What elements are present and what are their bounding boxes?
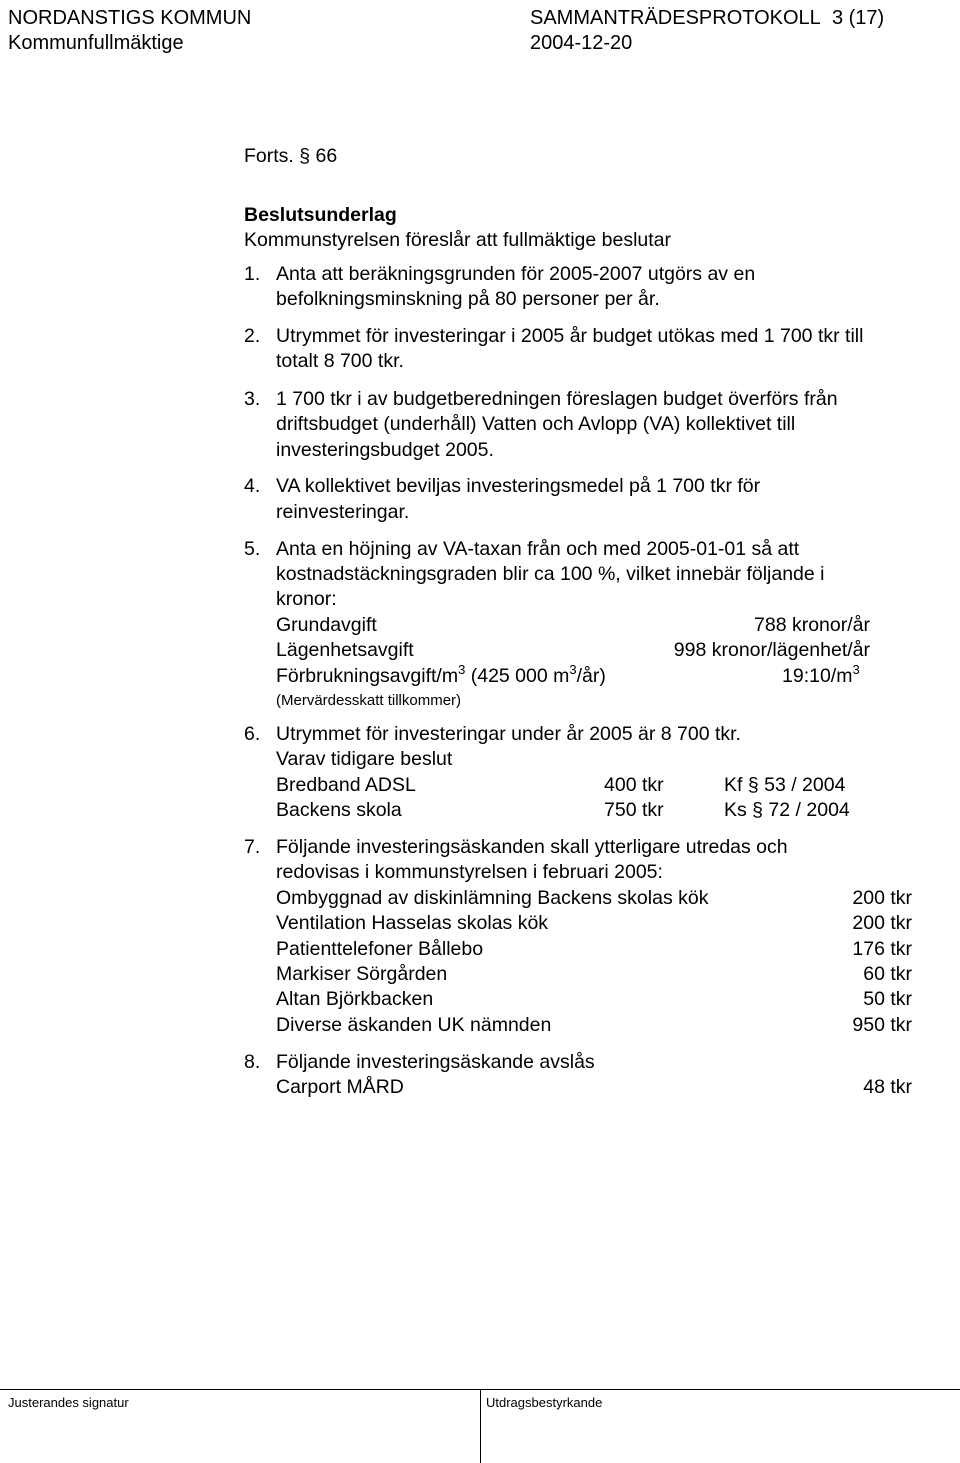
item-number: 8. (244, 1051, 261, 1073)
item-line: totalt 8 700 tkr. (276, 350, 404, 372)
item-line: redovisas i kommunstyrelsen i februari 2005: (276, 861, 663, 883)
paragraph-ref: Forts. § 66 (244, 145, 338, 167)
item-line: reinvesteringar. (276, 501, 410, 523)
item-line: Anta att beräkningsgrunden för 2005-2007 utgörs av en (276, 263, 756, 285)
item-line: 1 700 tkr i av budgetberedningen föreslagen budget överförs från (276, 388, 838, 410)
rejected-name: Carport MÅRD (276, 1076, 404, 1098)
item-line: befolkningsminskning på 80 personer per år. (276, 288, 660, 310)
request-amount: 60 tkr (863, 963, 912, 985)
decision-amount: 400 tkr (604, 774, 664, 796)
item-line: driftsbudget (underhåll) Vatten och Avlopp (VA) kollektivet till (276, 413, 796, 435)
item-number: 6. (244, 723, 261, 745)
fee-label-forb-b: (425 000 m (465, 665, 570, 687)
section-title: Beslutsunderlag (244, 204, 397, 226)
request-amount: 950 tkr (852, 1014, 912, 1036)
meeting-date: 2004-12-20 (530, 32, 633, 54)
item-line: Varav tidigare beslut (276, 748, 453, 770)
decision-name: Backens skola (276, 799, 402, 821)
decision-ref: Ks § 72 / 2004 (724, 799, 850, 821)
request-name: Ventilation Hasselas skolas kök (276, 912, 549, 934)
fee-label-lgh: Lägenhetsavgift (276, 639, 414, 661)
request-name: Markiser Sörgården (276, 963, 448, 985)
fee-label-forb (276, 661, 606, 688)
rejected-amount: 48 tkr (863, 1076, 912, 1098)
fee-value-grund: 788 kronor/år (754, 614, 870, 636)
protocol-title (530, 6, 884, 30)
footer-separator (480, 1389, 481, 1463)
protocol-label: SAMMANTRÄDESPROTOKOLL (530, 7, 821, 29)
page-number: 3 (17) (831, 7, 885, 29)
body-name: Kommunfullmäktige (8, 32, 184, 54)
item-number: 3. (244, 388, 261, 410)
fee-value-forb-text: 19:10/m (782, 665, 853, 687)
item-line: Utrymmet för investeringar under år 2005 är 8 700 tkr. (276, 723, 741, 745)
footer-signature-label: Justerandes signatur (8, 1395, 129, 1410)
fee-value-forb (782, 661, 860, 688)
fee-label-forb-c: /år) (576, 665, 606, 687)
item-line: Anta en höjning av VA-taxan från och med 2005-01-01 så att (276, 538, 800, 560)
item-line: investeringsbudget 2005. (276, 439, 494, 461)
request-amount: 50 tkr (863, 988, 912, 1010)
org-name: NORDANSTIGS KOMMUN (8, 7, 252, 29)
footer-certification-label: Utdragsbestyrkande (486, 1395, 603, 1410)
item-number: 2. (244, 325, 261, 347)
request-amount: 200 tkr (852, 912, 912, 934)
intro-text: Kommunstyrelsen föreslår att fullmäktige beslutar (244, 229, 672, 251)
fee-label-forb-sup-a: 3 (458, 661, 466, 677)
item-line: Följande investeringsäskanden skall ytterligare utredas och (276, 836, 788, 858)
vat-note: (Mervärdesskatt tillkommer) (276, 692, 462, 709)
fee-label-forb-a: Förbrukningsavgift/m (276, 665, 459, 687)
item-line: VA kollektivet beviljas investeringsmedel på 1 700 tkr för (276, 475, 761, 497)
request-amount: 176 tkr (852, 938, 912, 960)
item-line: Följande investeringsäskande avslås (276, 1051, 595, 1073)
request-name: Patienttelefoner Bållebo (276, 938, 484, 960)
item-line: Utrymmet för investeringar i 2005 år budget utökas med 1 700 tkr till (276, 325, 864, 347)
decision-name: Bredband ADSL (276, 774, 416, 796)
item-number: 7. (244, 836, 261, 858)
request-name: Diverse äskanden UK nämnden (276, 1014, 552, 1036)
item-number: 1. (244, 263, 261, 285)
fee-label-forb-sup-b: 3 (569, 661, 577, 677)
request-amount: 200 tkr (852, 887, 912, 909)
request-name: Altan Björkbacken (276, 988, 434, 1010)
decision-amount: 750 tkr (604, 799, 664, 821)
request-name: Ombyggnad av diskinlämning Backens skolas kök (276, 887, 709, 909)
fee-value-lgh: 998 kronor/lägenhet/år (673, 639, 870, 661)
decision-ref: Kf § 53 / 2004 (724, 774, 846, 796)
item-number: 5. (244, 538, 261, 560)
fee-label-grund: Grundavgift (276, 614, 377, 636)
item-number: 4. (244, 475, 261, 497)
item-line: kostnadstäckningsgraden blir ca 100 %, vilket innebär följande i (276, 563, 825, 585)
item-line: kronor: (276, 588, 337, 610)
fee-value-forb-sup: 3 (852, 661, 860, 677)
